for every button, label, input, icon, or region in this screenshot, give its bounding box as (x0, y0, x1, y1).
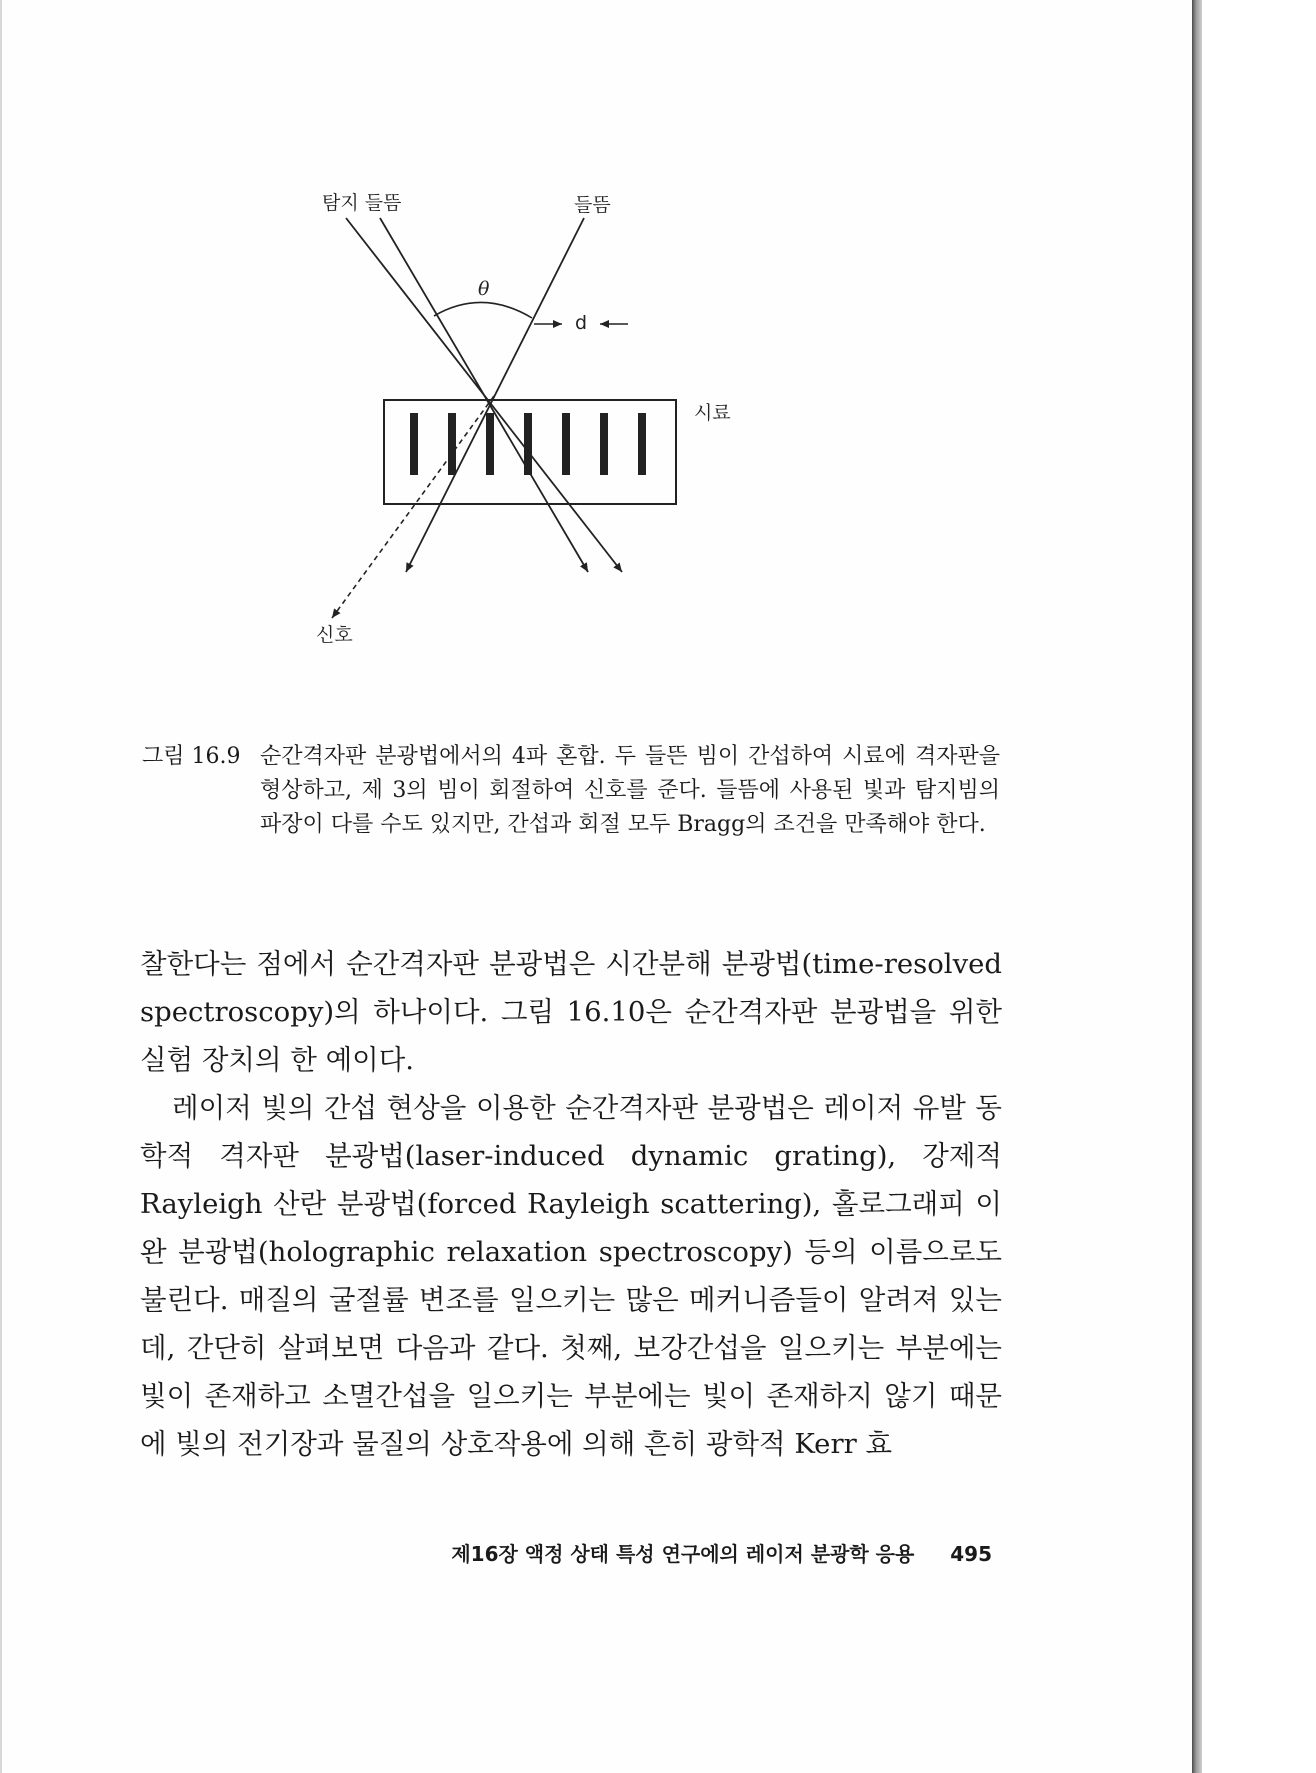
grating-bar (410, 413, 418, 475)
chapter-title: 제16장 액정 상태 특성 연구에의 레이저 분광학 응용 (451, 1542, 915, 1566)
page-number: 495 (950, 1542, 992, 1566)
grating-bar (448, 413, 456, 475)
caption-text: 순간격자판 분광법에서의 4파 혼합. 두 들뜬 빔이 간섭하여 시료에 격자판을 형상하고, 제 3의 빔이 회절하여 신호를 준다. 들뜸에 사용된 빛과 탐지빔의 파장이 다를 수도 있지만, 간섭과 회절 모두 Bragg의 조건을 만족해야 한다. (260, 744, 1000, 837)
caption-number: 그림 16.9 (142, 744, 241, 769)
label-sample: 시료 (694, 402, 731, 424)
grating-bar (486, 413, 494, 475)
theta-arc (434, 302, 532, 318)
scan-background (1202, 0, 1316, 1773)
label-probe-pump: 탐지 들뜸 (322, 192, 402, 214)
grating-bar (600, 413, 608, 475)
grating-bar (638, 413, 646, 475)
label-pump: 들뜸 (574, 194, 611, 216)
label-theta: θ (478, 278, 490, 300)
grating-bar (562, 413, 570, 475)
label-d: d (575, 312, 588, 334)
paragraph-1: 찰한다는 점에서 순간격자판 분광법은 시간분해 분광법(time-resolved spectroscopy)의 하나이다. 그림 16.10은 순간격자판 분광법을 위한 실험 장치의 한 예이다. (140, 948, 1002, 1076)
label-signal: 신호 (316, 624, 353, 646)
body-text (140, 940, 1002, 1468)
grating-diagram (322, 200, 842, 740)
running-footer (372, 1538, 992, 1567)
page-edge-shadow (1192, 0, 1202, 1773)
four-wave-mixing-figure (316, 192, 842, 740)
paragraph-2: 레이저 빛의 간섭 현상을 이용한 순간격자판 분광법은 레이저 유발 동학적 격자판 분광법(laser-induced dynamic grating), 강제적 Rayleigh 산란 분광법(forced Rayleigh scattering), 홀로그래피 이완 분광법(holographic relaxation spectroscopy) 등의 이름으로도 불린다. 매질의 굴절률 변조를 일으키는 많은 메커니즘들이 알려져 있는데, 간단히 살펴보면 다음과 같다. 첫째, 보강간섭을 일으키는 부분에는 빛이 존재하고 소멸간섭을 일으키는 부분에는 빛이 존재하지 않기 때문에 빛의 전기장과 물질의 상호작용에 의해 흔히 광학적 Kerr 효 (140, 1092, 1002, 1460)
